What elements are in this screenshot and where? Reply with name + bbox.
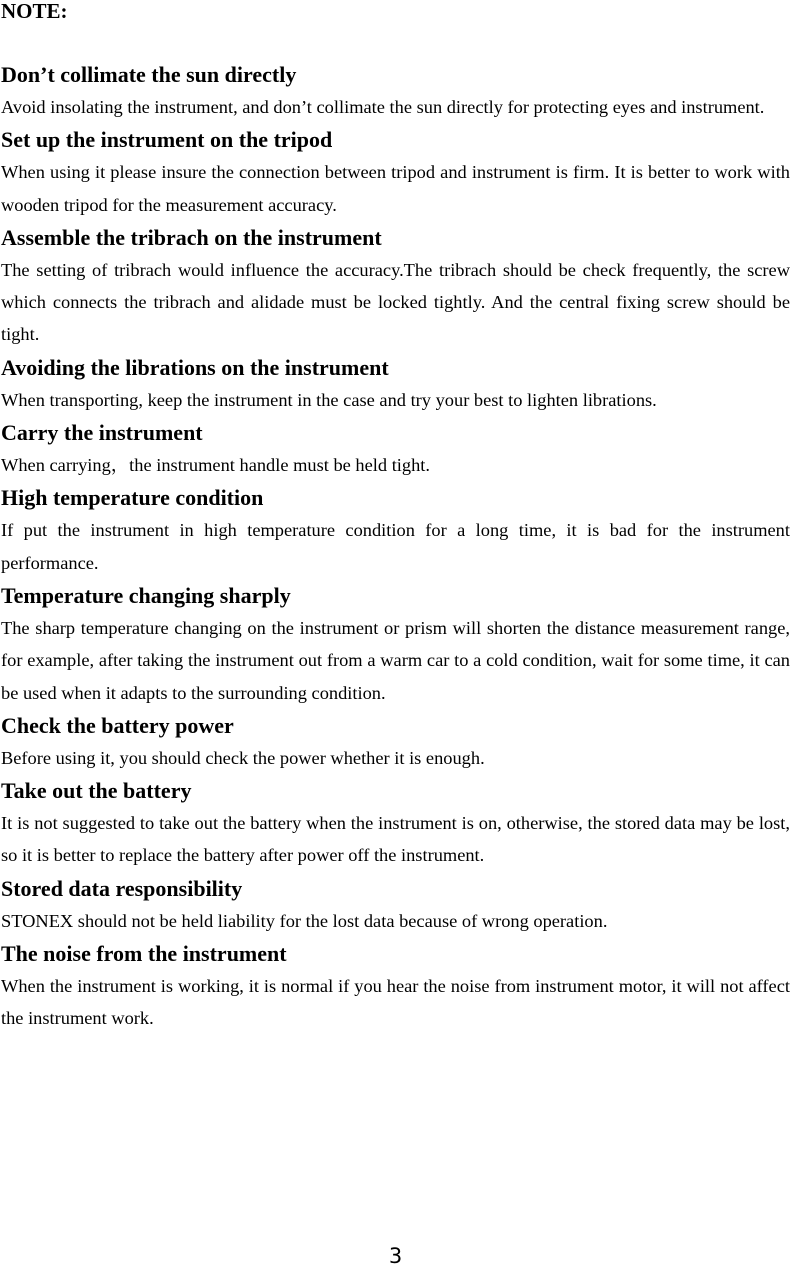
section-body: When carrying，the instrument handle must be held tight. (1, 455, 431, 476)
note-section (1, 221, 790, 351)
section-heading: Stored data responsibility (1, 875, 243, 901)
note-section (1, 872, 790, 937)
note-section (1, 579, 790, 709)
section-heading: Set up the instrument on the tripod (1, 127, 333, 153)
section-heading: Check the battery power (1, 712, 234, 738)
notes-list (1, 58, 790, 1035)
page-number: 3 (388, 1244, 403, 1268)
note-section (1, 123, 790, 221)
section-heading: Don’t collimate the sun directly (1, 62, 297, 87)
section-body: The sharp temperature changing on the instrument or prism will shorten the distance measurement range, for example, after taking the instrument out from a warm car to a cold condition, wait for some time, it can be used when it adapts to the surrounding condition. (1, 617, 790, 703)
note-section (1, 774, 790, 872)
note-section (1, 351, 790, 416)
section-body: STONEX should not be held liability for the lost data because of wrong operation. (1, 910, 608, 931)
section-heading: Take out the battery (1, 778, 192, 804)
section-body: When the instrument is working, it is normal if you hear the noise from instrument motor, it will not affect the instrument work. (1, 976, 790, 1029)
section-body: If put the instrument in high temperature condition for a long time, it is bad for the instrument performance. (1, 520, 790, 573)
note-section (1, 58, 790, 123)
note-section (1, 481, 790, 579)
section-body: Before using it, you should check the power whether it is enough. (1, 747, 485, 768)
section-body: Avoid insolating the instrument, and don’t collimate the sun directly for protecting eyes and instrument. (1, 97, 765, 117)
section-body: When using it please insure the connection between tripod and instrument is firm. It is better to work with wooden tripod for the measurement accuracy. (1, 162, 790, 215)
note-section (1, 937, 790, 1035)
note-section (1, 709, 790, 774)
section-heading: Carry the instrument (1, 420, 203, 446)
section-body: It is not suggested to take out the battery when the instrument is on, otherwise, the stored data may be lost, so it is better to replace the battery after power off the instrument. (1, 813, 790, 866)
section-heading: Assemble the tribrach on the instrument (1, 224, 382, 250)
note-section (1, 416, 790, 481)
section-heading: High temperature condition (1, 485, 264, 511)
section-heading: The noise from the instrument (1, 941, 287, 967)
section-heading: Temperature changing sharply (1, 582, 291, 608)
section-body: The setting of tribrach would influence the accuracy.The tribrach should be check frequently, the screw which connects the tribrach and alidade must be locked tightly. And the central fixing screw should be tight. (1, 259, 790, 345)
section-body: When transporting, keep the instrument in the case and try your best to lighten librations. (1, 389, 657, 410)
section-heading: Avoiding the librations on the instrument (1, 354, 389, 380)
note-title: NOTE: (1, 0, 68, 23)
